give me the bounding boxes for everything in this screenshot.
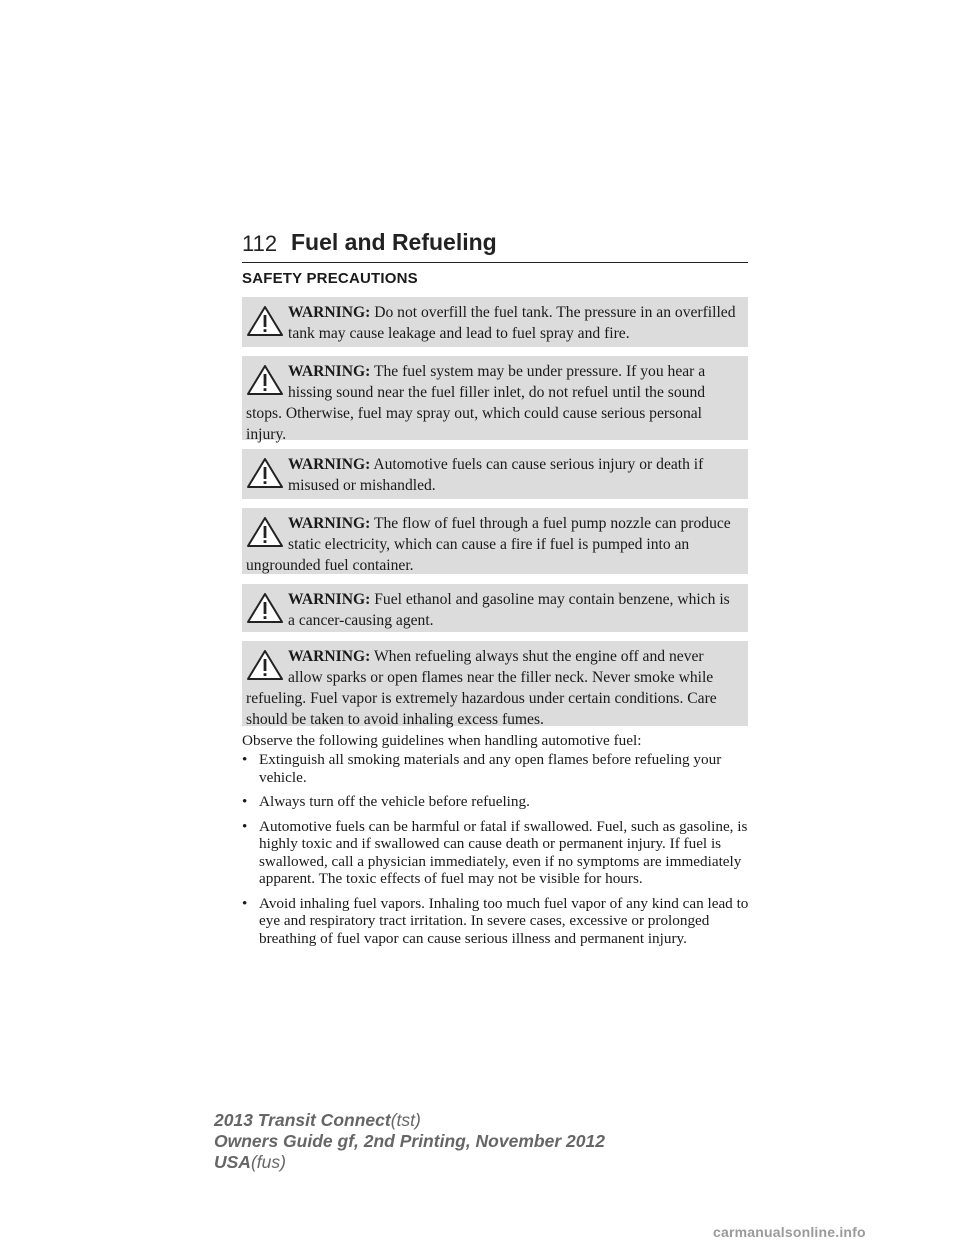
- warning-text: Fuel ethanol and gasoline may contain benzene, which is a cancer-causing agent.: [288, 591, 730, 629]
- warning-box: [242, 449, 748, 499]
- warning-text: Do not overfill the fuel tank. The pressure in an overfilled tank may cause leakage and lead to fuel spray and fire.: [288, 304, 736, 342]
- guidelines-list: [242, 751, 752, 954]
- list-item: [242, 751, 752, 786]
- list-item-text: Always turn off the vehicle before refueling.: [259, 793, 530, 810]
- warning-triangle-icon: [246, 648, 284, 682]
- warning-label: WARNING:: [288, 515, 371, 532]
- warning-label: WARNING:: [288, 304, 371, 321]
- bullet-dot: •: [242, 793, 248, 810]
- warning-label: WARNING:: [288, 648, 371, 665]
- list-item: [242, 818, 752, 888]
- footer-model: 2013 Transit Connect: [214, 1110, 391, 1130]
- list-item-text: Avoid inhaling fuel vapors. Inhaling too much fuel vapor of any kind can lead to eye and respiratory tract irritation. In severe cases, excessive or prolonged breathing of fuel vapor can cause serious illness and permanent injury.: [259, 894, 749, 947]
- section-title: SAFETY PRECAUTIONS: [242, 270, 418, 287]
- list-item: [242, 895, 752, 948]
- list-item-text: Extinguish all smoking materials and any open flames before refueling your vehicle.: [259, 751, 722, 786]
- bullet-dot: •: [242, 817, 248, 835]
- footer-market: USA: [214, 1152, 251, 1172]
- chapter-title: Fuel and Refueling: [291, 229, 497, 255]
- bullet-dot: •: [242, 751, 248, 768]
- list-item-text: Automotive fuels can be harmful or fatal if swallowed. Fuel, such as gasoline, is highly toxic and if swallowed can cause death or permanent injury. If fuel is swallowed, call a physician immediately, even if no symptoms are immediately apparent. The toxic effects of fuel may not be visible for hours.: [259, 817, 748, 887]
- warning-box: [242, 584, 748, 632]
- warning-triangle-icon: [246, 304, 284, 338]
- warning-box: [242, 297, 748, 347]
- warning-triangle-icon: [246, 363, 284, 397]
- warning-triangle-icon: [246, 515, 284, 549]
- footer-line: [214, 1152, 605, 1173]
- warning-triangle-icon: [246, 591, 284, 625]
- footer-printing: Owners Guide gf, 2nd Printing, November 2012: [214, 1131, 605, 1151]
- watermark: carmanualsonline.info: [713, 1224, 866, 1240]
- warning-text: The fuel system may be under pressure. If you hear a hissing sound near the fuel filler inlet, do not refuel until the sound stops. Otherwise, fuel may spray out, which could cause serious personal injury.: [246, 363, 706, 443]
- warning-box: [242, 356, 748, 443]
- warning-label: WARNING:: [288, 363, 371, 380]
- page-header: [242, 230, 748, 263]
- warning-text: The flow of fuel through a fuel pump nozzle can produce static electricity, which can cause a fire if fuel is pumped into an ungrounded fuel container.: [246, 515, 731, 574]
- warning-box: [242, 641, 748, 726]
- page-number: 112: [242, 231, 278, 256]
- list-item: [242, 793, 752, 811]
- bullet-dot: •: [242, 894, 248, 912]
- warning-triangle-icon: [246, 456, 284, 490]
- warning-text: Automotive fuels can cause serious injury or death if misused or mishandled.: [288, 456, 704, 494]
- warning-box: [242, 508, 748, 574]
- warning-text: When refueling always shut the engine off and never allow sparks or open flames near the filler neck. Never smoke while refueling. Fuel vapor is extremely hazardous under certain conditions. Care should be taken to avoid inhaling excess fumes.: [246, 648, 717, 728]
- document-footer: [214, 1110, 605, 1173]
- guidelines-intro: Observe the following guidelines when handling automotive fuel:: [242, 732, 642, 749]
- footer-line: [214, 1110, 605, 1131]
- warning-label: WARNING:: [288, 456, 371, 473]
- footer-market-code: (fus): [250, 1152, 286, 1172]
- warning-label: WARNING:: [288, 591, 371, 608]
- footer-model-code: (tst): [390, 1110, 421, 1130]
